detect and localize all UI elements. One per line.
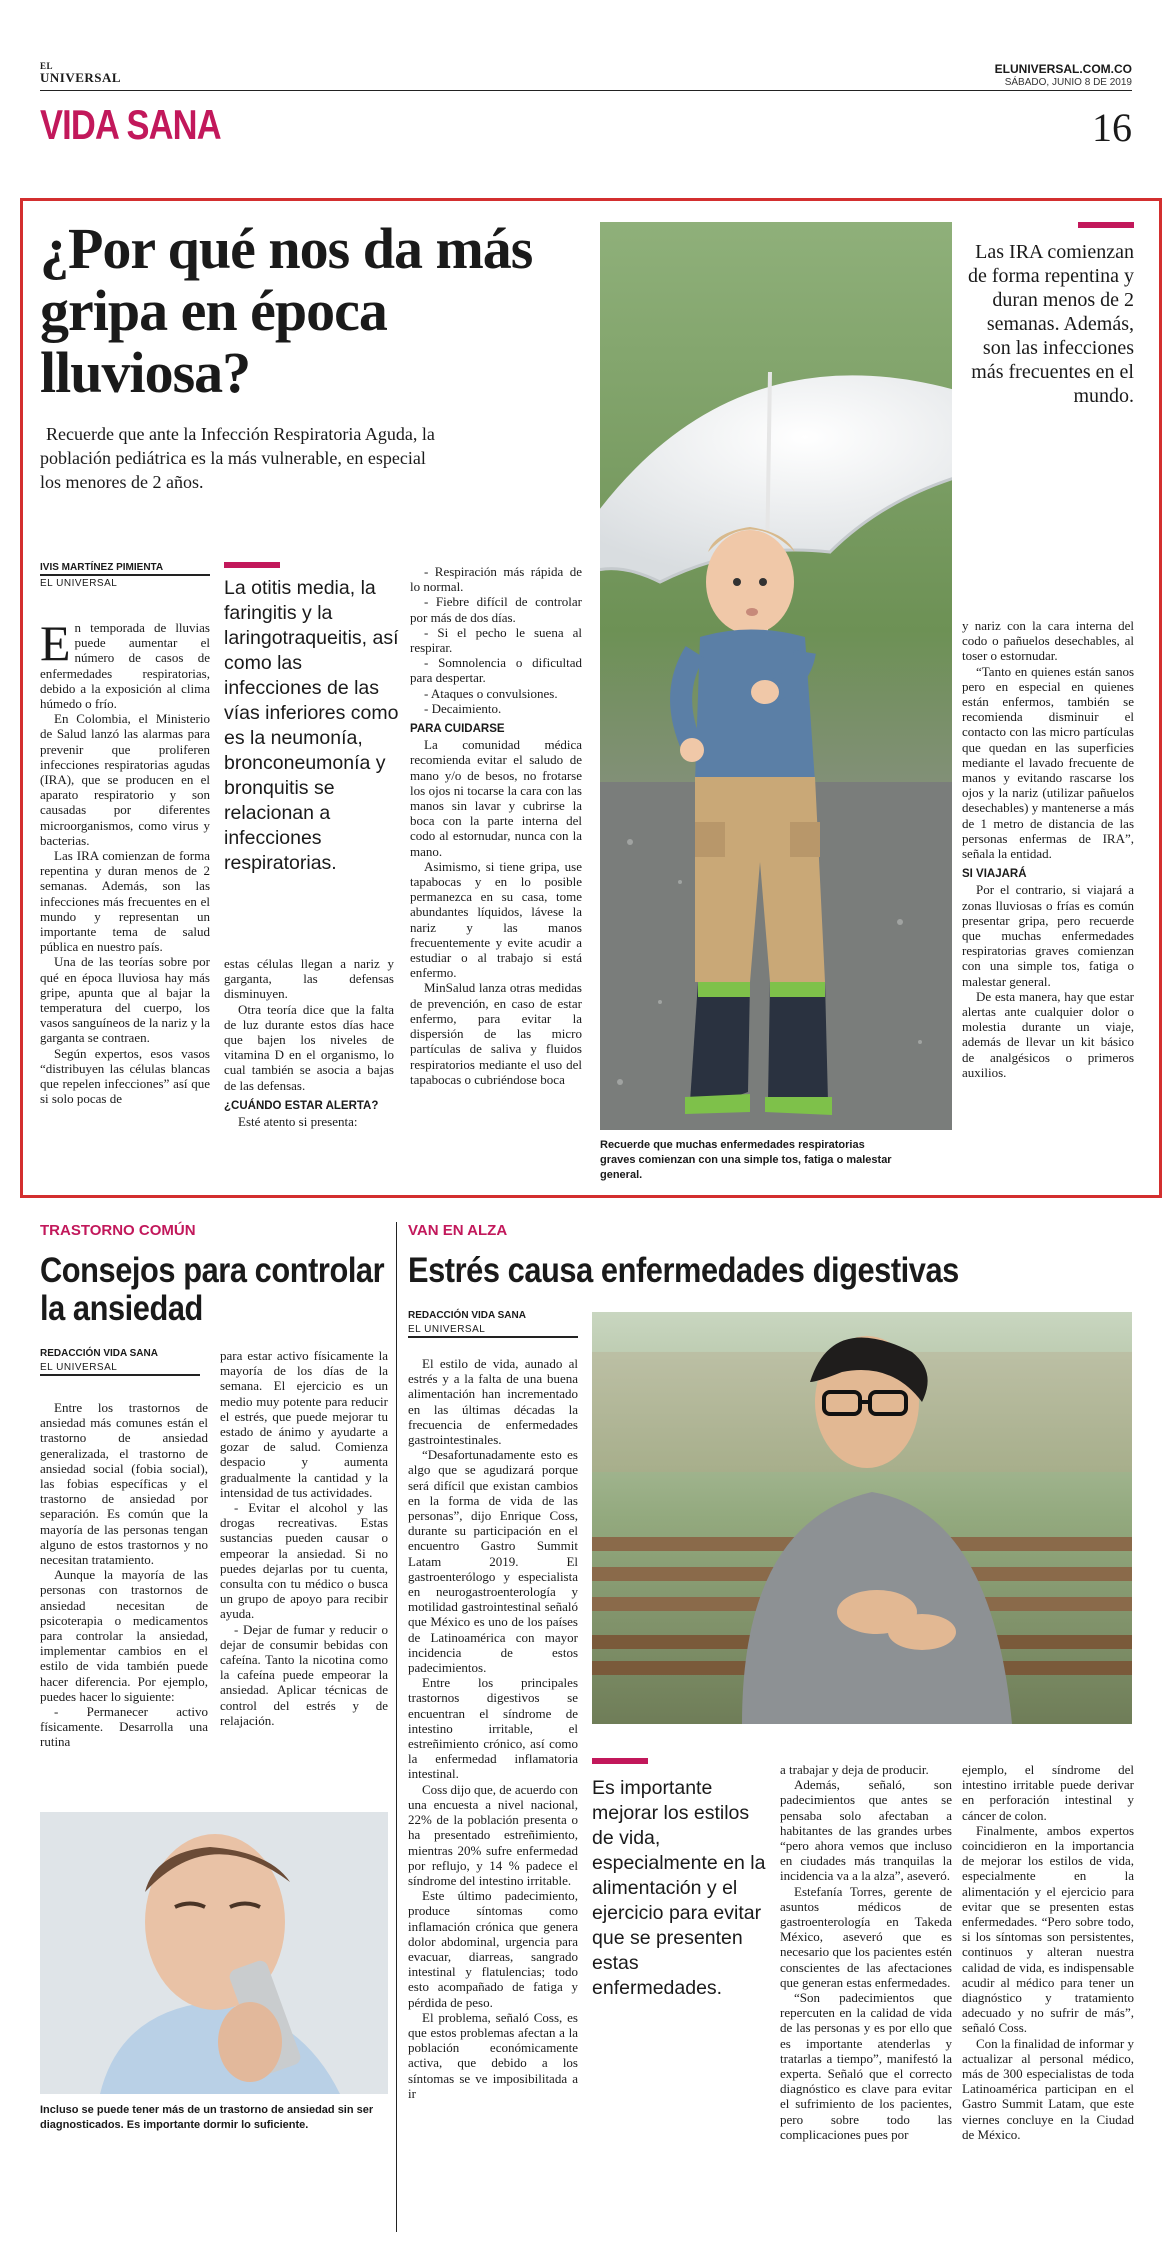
stomach-pain-photo: [592, 1312, 1132, 1724]
main-col-4: [962, 618, 1134, 1080]
subhead: SI VIAJARÁ: [962, 868, 1027, 881]
pullquote-accent: [592, 1758, 648, 1764]
stress-col-3: [780, 1762, 952, 2142]
logo-line-1: EL: [40, 61, 54, 71]
stress-pullquote: Es importante mejorar los estilos de vida, especialmente en la alimentación y el ejercicio para evitar que se presenten estas enfermedades.: [592, 1777, 766, 1999]
photo-illustration: [592, 1312, 1132, 1724]
list-item: - Respiración más rápida de lo normal.: [410, 564, 582, 595]
paragraph: Este último padecimiento, produce síntomas como inflamación crónica que genera dolor abdominal, urgencia para evacuar, diarreas, sangrado intestinal y flatulencias; todo esto acompañado de fatiga y pérdida de peso.: [408, 1888, 578, 2010]
stress-col-4: [962, 1762, 1134, 2142]
main-col-1: [40, 615, 210, 1107]
photo-illustration: [600, 222, 952, 1130]
main-col-3: [410, 564, 582, 1087]
author-name: REDACCIÓN VIDA SANA: [40, 1348, 158, 1359]
paragraph: “Desafortunadamente esto es algo que se agudizará porque será difícil que existan cambios en la forma de vida de las personas”, dijo Enrique Coss, durante su participación en el encuentro Gastro Summit Latam 2019. El gastroenterólogo y especialista en neurogastroenterología y motilidad gastrointestinal señaló que México es uno de los países de Latinoamérica con mayor incidencia de estos padecimientos.: [408, 1447, 578, 1676]
list-item: - Fiebre difícil de controlar por más de dos días.: [410, 594, 582, 625]
paragraph: Otra teoría dice que la falta de luz durante estos días hace que bajen los niveles de vitamina D en el organismo, lo cual también se asocia a bajas de las defensas.: [224, 1001, 394, 1093]
site-url[interactable]: ELUNIVERSAL.COM.CO: [994, 62, 1132, 76]
paragraph: MinSalud lanza otras medidas de prevención, en caso de estar enfermo, para evitar la dispersión de las micro partículas de saliva y fluidos respiratorios mediante el uso del tapabocas o cubriéndose boca: [410, 980, 582, 1087]
anxiety-col-1: [40, 1400, 208, 1750]
paragraph: Esté atento si presenta:: [238, 1114, 358, 1130]
subhead: PARA CUIDARSE: [410, 723, 505, 736]
paragraph: ejemplo, el síndrome del intestino irritable puede derivar en perforación intestinal y cáncer de colon.: [962, 1762, 1134, 1823]
paragraph: a trabajar y deja de producir.: [780, 1762, 929, 1777]
masthead-rule: [40, 90, 1132, 91]
child-umbrella-photo: [600, 222, 952, 1130]
paragraph: En temporada de lluvias puede aumentar el número de casos de enfermedades respiratorias, debido a la exposición al clima húmedo o frío.: [40, 615, 210, 712]
paragraph: Asimismo, si tiene gripa, use tapabocas y en lo posible permanezca en su casa, tome abundantes líquidos, lávese la nariz y las manos frecuentemente y evite acudir a estudiar o al trabajo si está enfermo.: [410, 858, 582, 981]
paragraph: Las IRA comienzan de forma repentina y duran menos de 2 semanas. Además, son las infecciones más frecuentes en el mundo y representan un importante tema de salud pública en nuestro país.: [40, 848, 210, 955]
stress-kicker: VAN EN ALZA: [408, 1222, 508, 1239]
paragraph: En Colombia, el Ministerio de Salud lanzó las alarmas para prevenir que proliferen infecciones respiratorias agudas (IRA), que se producen en el aparato respiratorio y son causadas por diferentes microorganismos, como virus y bacterias.: [40, 711, 210, 848]
paragraph: De esta manera, hay que estar alertas ante cualquier dolor o molestia durante un viaje, además de llevar un kit básico de analgésicos o primeros auxilios.: [962, 988, 1134, 1080]
main-headline: ¿Por qué nos da más gripa en época lluviosa?: [40, 216, 533, 405]
issue-date: SÁBADO, JUNIO 8 DE 2019: [1004, 77, 1132, 88]
newspaper-logo: [40, 60, 121, 84]
author-outlet: EL UNIVERSAL: [40, 574, 210, 590]
anxiety-kicker: TRASTORNO COMÚN: [40, 1222, 196, 1239]
subhead: ¿CUÁNDO ESTAR ALERTA?: [224, 1099, 379, 1112]
paragraph: Por el contrario, si viajará a zonas lluviosas o frías es común presentar gripa, pero recuerde que muchas enfermedades respiratorias graves comienzan con una simple tos, fatiga o malestar general.: [962, 882, 1134, 989]
paragraph: estas células llegan a nariz y garganta, las defensas disminuyen.: [224, 956, 394, 1002]
anxiety-photo-caption: Incluso se puede tener más de un trastorno de ansiedad sin ser diagnosticados. Es importante dormir lo suficiente.: [40, 2104, 374, 2131]
paragraph: - Dejar de fumar y reducir o dejar de consumir bebidas con cafeína. Tanto la nicotina como la cafeína puede empeorar la ansiedad. Aplicar técnicas de control del estrés y de relajación.: [220, 1621, 388, 1728]
paragraph: Entre los trastornos de ansiedad más comunes están el trastorno de ansiedad generalizada, el trastorno de ansiedad social (fobia social), las fobias específicas y el trastorno de ansiedad por separación. Es común que la mayoría de las personas tengan alguno de estos trastornos y no necesitan tratamiento.: [40, 1400, 208, 1568]
page-number: 16: [1092, 105, 1132, 150]
anxiety-col-2: [220, 1348, 388, 1728]
paragraph: Estefanía Torres, gerente de asuntos médicos de gastroenterología en Takeda México, aseveró que es necesario que los pacientes estén conscientes de las afectaciones que generan estas enfermedades.: [780, 1883, 952, 1990]
author-name: IVIS MARTÍNEZ PIMIENTA: [40, 562, 164, 573]
paragraph: Finalmente, ambos expertos coincidieron en la importancia de mejorar los estilos de vida, especialmente en la alimentación y el ejercicio para evitar que se presenten estas enfermedades. “Pero sobre todo, si los síntomas son persistentes, continuos y alteran nuestra calidad de vida, es indispensable acudir al médico para tener un diagnóstico y tratamiento adecuado y no sufrir de más”, señaló Coss.: [962, 1822, 1134, 2036]
side-pullquote: Las IRA comienzan de forma repentina y duran menos de 2 semanas. Además, son las infecciones más frecuentes en el mundo.: [967, 241, 1134, 407]
paragraph: - Permanecer activo físicamente. Desarrolla una rutina: [40, 1704, 208, 1750]
anxiety-headline: Consejos para controlar la ansiedad: [40, 1251, 385, 1328]
section-title: VIDA SANA: [40, 101, 221, 148]
paragraph: Con la finalidad de informar y actualizar al personal médico, más de 300 especialistas de toda Latinoamérica participan en el Gastro Summit Latam, que este viernes concluye en la Ciudad de México.: [962, 2035, 1134, 2142]
main-deck: Recuerde que ante la Infección Respiratoria Aguda, la población pediátrica es la más vulnerable, en especial los menores de 2 años.: [40, 424, 435, 492]
paragraph: Aunque la mayoría de las personas con trastornos de ansiedad necesitan de psicoterapia o medicamentos para controlar la ansiedad, implementar cambios en el estilo de vida también puede hacer diferencia. Por ejemplo, puedes hacer lo siguiente:: [40, 1567, 208, 1704]
author-outlet: EL UNIVERSAL: [408, 1322, 578, 1338]
stress-col-1: [408, 1356, 578, 2101]
stress-headline: Estrés causa enfermedades digestivas: [408, 1251, 959, 1290]
pullquote-accent: [224, 562, 280, 568]
paragraph: y nariz con la cara interna del codo o pañuelos desechables, al toser o estornudar.: [962, 618, 1134, 664]
main-col-2: [224, 956, 394, 1129]
list-item: - Ataques o convulsiones.: [424, 685, 558, 701]
column-pullquote: La otitis media, la faringitis y la laringotraqueitis, así como las infecciones de las vías inferiores como es la neumonía, bronconeumonía y bronquitis se relacionan a infecciones respiratorias.: [224, 577, 399, 874]
paragraph: para estar activo físicamente la mayoría de los días de la semana. El ejercicio es un medio muy potente para reducir el estrés, que puede mejorar tu estado de ánimo y ayudarte a gozar de salud. Comienza despacio y aumenta gradualmente la cantidad y la intensidad de tus actividades.: [220, 1348, 388, 1500]
main-photo-caption: Recuerde que muchas enfermedades respiratorias graves comienzan con una simple tos, fatiga o malestar general.: [600, 1139, 892, 1181]
anxious-man-photo: [40, 1812, 388, 2094]
paragraph: Coss dijo que, de acuerdo con una encuesta a nivel nacional, 22% de la población presenta o ha presentado estreñimiento, mientras 20% sufre enfermedad por reflujo, y 14 % padece el síndrome del intestino irritable.: [408, 1781, 578, 1888]
anxiety-byline: [40, 1348, 200, 1376]
paragraph: El estilo de vida, aunado al estrés y a la falta de una buena alimentación han incrementado en las últimas décadas la frecuencia de enfermedades gastrointestinales.: [408, 1356, 578, 1448]
paragraph: “Son padecimientos que repercuten en la calidad de vida de las personas y es por ello que es importante atenderlas y tratarlas a tiempo”, manifestó la experta. Señaló que el correcto diagnóstico es clave para evitar el sufrimiento de los pacientes, pero sobre todo las complicaciones pues por: [780, 1990, 952, 2142]
paragraph: Entre los principales trastornos digestivos se encuentran el síndrome de intestino irritable, el estreñimiento crónico, así como la enfermedad inflamatoria intestinal.: [408, 1675, 578, 1782]
paragraph: La comunidad médica recomienda evitar el saludo de mano y/o de besos, no frotarse los ojos ni tocarse la cara con las manos sin lavar y cubrirse la boca con la parte interna del codo al estornudar, nunca con la mano.: [410, 737, 582, 859]
list-item: - Si el pecho le suena al respirar.: [410, 624, 582, 656]
photo-illustration: [40, 1812, 388, 2094]
logo-line-2: UNIVERSAL: [40, 70, 122, 85]
author-outlet: EL UNIVERSAL: [40, 1360, 200, 1376]
paragraph: Según expertos, esos vasos “distribuyen las células blancas que repelen infecciones” así que si solo pocas de: [40, 1045, 210, 1107]
list-item: - Decaimiento.: [424, 700, 502, 716]
pullquote-accent: [1078, 222, 1134, 228]
paragraph: Una de las teorías sobre por qué en época lluviosa hay más gripe, apunta que al bajar la temperatura del cuerpo, los vasos sanguíneos de la nariz y la garganta se contraen.: [40, 954, 210, 1046]
list-item: - Somnolencia o dificultad para despertar.: [410, 655, 582, 686]
main-byline: [40, 562, 210, 590]
paragraph: El problema, señaló Coss, es que estos problemas afectan a la población económicamente activa, que debido a los síntomas se ve imposibilitada a ir: [408, 2009, 578, 2101]
author-name: REDACCIÓN VIDA SANA: [408, 1310, 526, 1321]
paragraph: Además, señaló, son padecimientos que antes se pensaba solo afectaban a habitantes de las grandes urbes “pero ahora vemos que incluso en ciudades más tranquilas la incidencia va a la alza”, aseveró.: [780, 1777, 952, 1884]
column-divider: [396, 1222, 397, 2232]
paragraph: “Tanto en quienes están sanos pero en especial en quienes están enfermos, también se recomienda disminuir el contacto con las micro partículas que quedan en las superficies mediante el lavado frecuente de manos y evitando rascarse los ojos y la nariz (utilizar pañuelos desechables) y mantenerse a más de 1 metro de distancia de las personas enfermas de IRA”, señala la entidad.: [962, 663, 1134, 862]
stress-byline: [408, 1310, 578, 1338]
paragraph: - Evitar el alcohol y las drogas recreativas. Estas sustancias pueden causar o empeorar la ansiedad. Si no puedes dejarlas por tu cuenta, consulta con tu médico o busca un grupo de apoyo para recibir ayuda.: [220, 1500, 388, 1622]
